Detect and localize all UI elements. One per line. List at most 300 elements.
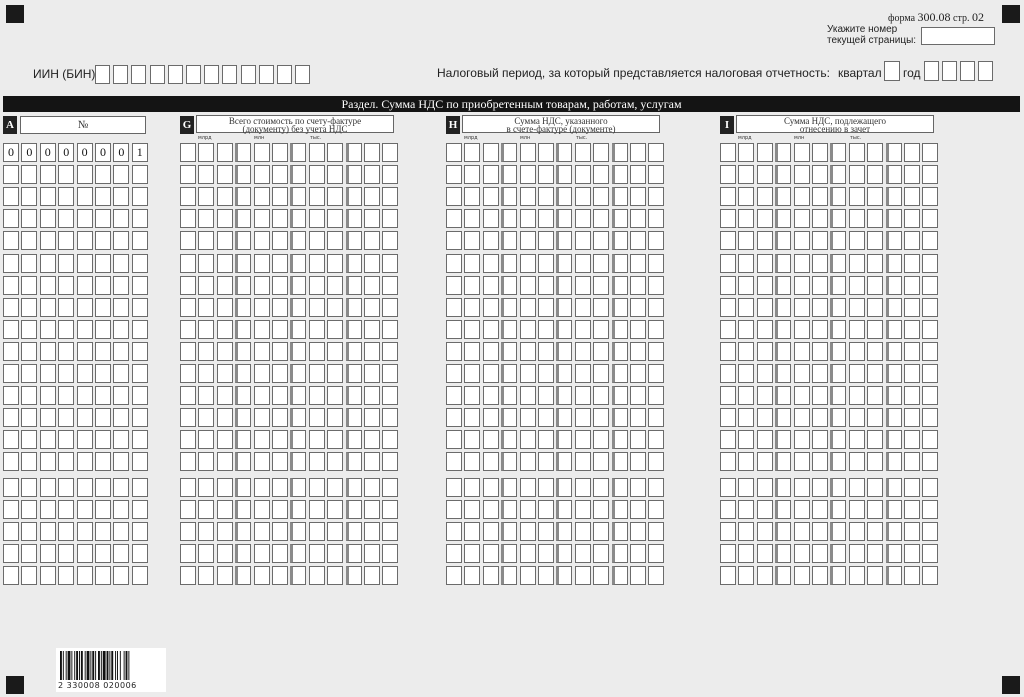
total-value-cell[interactable]: [327, 187, 343, 206]
row-number-cell[interactable]: [95, 320, 111, 339]
vat-invoice-cell[interactable]: [520, 165, 536, 184]
total-value-cell[interactable]: [235, 320, 251, 339]
vat-invoice-cell[interactable]: [483, 143, 499, 162]
vat-offset-cell[interactable]: [904, 298, 920, 317]
total-value-cell[interactable]: [198, 231, 214, 250]
total-value-cell[interactable]: [382, 500, 398, 519]
vat-offset-cell[interactable]: [775, 452, 791, 471]
total-value-cell[interactable]: [290, 342, 306, 361]
total-value-cell[interactable]: [217, 187, 233, 206]
vat-invoice-cell[interactable]: [483, 386, 499, 405]
total-value-cell[interactable]: [254, 165, 270, 184]
total-value-cell[interactable]: [309, 143, 325, 162]
total-value-cell[interactable]: [327, 478, 343, 497]
vat-invoice-cell[interactable]: [648, 342, 664, 361]
vat-invoice-cell[interactable]: [483, 298, 499, 317]
total-value-cell[interactable]: [327, 298, 343, 317]
row-number-cell[interactable]: [40, 187, 56, 206]
vat-offset-cell[interactable]: [904, 187, 920, 206]
row-number-cell[interactable]: 0: [95, 143, 111, 162]
total-value-cell[interactable]: [180, 276, 196, 295]
vat-offset-cell[interactable]: [886, 298, 902, 317]
vat-offset-cell[interactable]: [830, 452, 846, 471]
vat-offset-cell[interactable]: [922, 231, 938, 250]
vat-invoice-cell[interactable]: [501, 566, 517, 585]
row-number-cell[interactable]: 0: [113, 143, 129, 162]
row-number-cell[interactable]: [21, 187, 37, 206]
vat-offset-cell[interactable]: [867, 342, 883, 361]
row-number-cell[interactable]: [40, 386, 56, 405]
row-number-cell[interactable]: [3, 430, 19, 449]
total-value-cell[interactable]: [382, 430, 398, 449]
vat-invoice-cell[interactable]: [630, 566, 646, 585]
vat-offset-cell[interactable]: [867, 231, 883, 250]
total-value-cell[interactable]: [180, 342, 196, 361]
vat-invoice-cell[interactable]: [464, 364, 480, 383]
row-number-cell[interactable]: [95, 522, 111, 541]
row-number-cell[interactable]: [113, 165, 129, 184]
vat-invoice-cell[interactable]: [483, 165, 499, 184]
row-number-cell[interactable]: [113, 522, 129, 541]
total-value-cell[interactable]: [382, 209, 398, 228]
vat-offset-cell[interactable]: [830, 320, 846, 339]
vat-invoice-cell[interactable]: [446, 276, 462, 295]
total-value-cell[interactable]: [235, 254, 251, 273]
vat-invoice-cell[interactable]: [538, 231, 554, 250]
vat-invoice-cell[interactable]: [630, 430, 646, 449]
row-number-cell[interactable]: [77, 430, 93, 449]
vat-offset-cell[interactable]: [830, 231, 846, 250]
vat-offset-cell[interactable]: [812, 386, 828, 405]
vat-offset-cell[interactable]: [849, 209, 865, 228]
row-number-cell[interactable]: [113, 478, 129, 497]
row-number-cell[interactable]: 0: [3, 143, 19, 162]
total-value-cell[interactable]: [272, 143, 288, 162]
iin-digit-cell[interactable]: [113, 65, 128, 84]
row-number-cell[interactable]: [3, 364, 19, 383]
row-number-cell[interactable]: [113, 342, 129, 361]
row-number-cell[interactable]: [40, 430, 56, 449]
total-value-cell[interactable]: [180, 544, 196, 563]
total-value-cell[interactable]: [235, 478, 251, 497]
vat-invoice-cell[interactable]: [501, 276, 517, 295]
vat-invoice-cell[interactable]: [538, 165, 554, 184]
vat-invoice-cell[interactable]: [593, 187, 609, 206]
vat-offset-cell[interactable]: [886, 320, 902, 339]
total-value-cell[interactable]: [235, 298, 251, 317]
vat-invoice-cell[interactable]: [575, 408, 591, 427]
vat-offset-cell[interactable]: [812, 254, 828, 273]
row-number-cell[interactable]: [77, 566, 93, 585]
total-value-cell[interactable]: [254, 342, 270, 361]
vat-invoice-cell[interactable]: [501, 364, 517, 383]
total-value-cell[interactable]: [272, 254, 288, 273]
total-value-cell[interactable]: [327, 364, 343, 383]
total-value-cell[interactable]: [290, 209, 306, 228]
vat-invoice-cell[interactable]: [593, 408, 609, 427]
total-value-cell[interactable]: [254, 478, 270, 497]
row-number-cell[interactable]: [58, 209, 74, 228]
row-number-cell[interactable]: [40, 320, 56, 339]
total-value-cell[interactable]: [364, 386, 380, 405]
total-value-cell[interactable]: [198, 478, 214, 497]
total-value-cell[interactable]: [346, 408, 362, 427]
vat-invoice-cell[interactable]: [538, 522, 554, 541]
vat-offset-cell[interactable]: [720, 566, 736, 585]
total-value-cell[interactable]: [217, 544, 233, 563]
vat-invoice-cell[interactable]: [538, 254, 554, 273]
iin-digit-cell[interactable]: [186, 65, 201, 84]
total-value-cell[interactable]: [198, 522, 214, 541]
total-value-cell[interactable]: [309, 386, 325, 405]
vat-offset-cell[interactable]: [922, 430, 938, 449]
total-value-cell[interactable]: [290, 298, 306, 317]
vat-invoice-cell[interactable]: [575, 500, 591, 519]
total-value-cell[interactable]: [346, 320, 362, 339]
total-value-cell[interactable]: [235, 143, 251, 162]
row-number-cell[interactable]: [77, 386, 93, 405]
total-value-cell[interactable]: [364, 342, 380, 361]
vat-invoice-cell[interactable]: [575, 566, 591, 585]
iin-digit-cell[interactable]: [222, 65, 237, 84]
vat-offset-cell[interactable]: [904, 364, 920, 383]
vat-invoice-cell[interactable]: [575, 452, 591, 471]
vat-offset-cell[interactable]: [738, 276, 754, 295]
vat-invoice-cell[interactable]: [483, 254, 499, 273]
total-value-cell[interactable]: [235, 522, 251, 541]
vat-offset-cell[interactable]: [720, 298, 736, 317]
total-value-cell[interactable]: [180, 298, 196, 317]
vat-invoice-cell[interactable]: [483, 408, 499, 427]
total-value-cell[interactable]: [180, 364, 196, 383]
vat-offset-cell[interactable]: [757, 298, 773, 317]
total-value-cell[interactable]: [364, 478, 380, 497]
row-number-cell[interactable]: [40, 500, 56, 519]
vat-invoice-cell[interactable]: [538, 430, 554, 449]
vat-offset-cell[interactable]: [720, 209, 736, 228]
row-number-cell[interactable]: [3, 408, 19, 427]
vat-offset-cell[interactable]: [849, 478, 865, 497]
total-value-cell[interactable]: [382, 231, 398, 250]
vat-offset-cell[interactable]: [867, 298, 883, 317]
vat-invoice-cell[interactable]: [483, 276, 499, 295]
vat-invoice-cell[interactable]: [630, 544, 646, 563]
vat-offset-cell[interactable]: [849, 386, 865, 405]
vat-invoice-cell[interactable]: [648, 143, 664, 162]
vat-offset-cell[interactable]: [830, 298, 846, 317]
vat-invoice-cell[interactable]: [556, 209, 572, 228]
total-value-cell[interactable]: [382, 276, 398, 295]
total-value-cell[interactable]: [235, 500, 251, 519]
vat-offset-cell[interactable]: [720, 276, 736, 295]
total-value-cell[interactable]: [254, 430, 270, 449]
vat-offset-cell[interactable]: [904, 386, 920, 405]
vat-offset-cell[interactable]: [720, 342, 736, 361]
vat-offset-cell[interactable]: [886, 566, 902, 585]
vat-offset-cell[interactable]: [757, 187, 773, 206]
vat-invoice-cell[interactable]: [556, 165, 572, 184]
vat-offset-cell[interactable]: [922, 386, 938, 405]
vat-invoice-cell[interactable]: [593, 364, 609, 383]
vat-offset-cell[interactable]: [922, 209, 938, 228]
row-number-cell[interactable]: [132, 342, 148, 361]
vat-offset-cell[interactable]: [867, 165, 883, 184]
vat-offset-cell[interactable]: [794, 566, 810, 585]
vat-offset-cell[interactable]: [757, 276, 773, 295]
vat-offset-cell[interactable]: [922, 320, 938, 339]
total-value-cell[interactable]: [346, 187, 362, 206]
vat-offset-cell[interactable]: [904, 500, 920, 519]
total-value-cell[interactable]: [198, 187, 214, 206]
vat-offset-cell[interactable]: [886, 209, 902, 228]
total-value-cell[interactable]: [235, 364, 251, 383]
total-value-cell[interactable]: [290, 276, 306, 295]
row-number-cell[interactable]: [113, 209, 129, 228]
vat-invoice-cell[interactable]: [556, 364, 572, 383]
row-number-cell[interactable]: 0: [58, 143, 74, 162]
vat-offset-cell[interactable]: [757, 452, 773, 471]
vat-invoice-cell[interactable]: [501, 408, 517, 427]
vat-invoice-cell[interactable]: [575, 187, 591, 206]
vat-offset-cell[interactable]: [922, 187, 938, 206]
total-value-cell[interactable]: [290, 364, 306, 383]
total-value-cell[interactable]: [364, 165, 380, 184]
total-value-cell[interactable]: [309, 254, 325, 273]
vat-offset-cell[interactable]: [904, 408, 920, 427]
vat-offset-cell[interactable]: [904, 452, 920, 471]
total-value-cell[interactable]: [364, 209, 380, 228]
row-number-cell[interactable]: [113, 500, 129, 519]
vat-offset-cell[interactable]: [922, 500, 938, 519]
vat-invoice-cell[interactable]: [648, 276, 664, 295]
total-value-cell[interactable]: [235, 430, 251, 449]
vat-offset-cell[interactable]: [922, 478, 938, 497]
total-value-cell[interactable]: [382, 522, 398, 541]
vat-invoice-cell[interactable]: [483, 500, 499, 519]
total-value-cell[interactable]: [180, 209, 196, 228]
total-value-cell[interactable]: [346, 566, 362, 585]
vat-invoice-cell[interactable]: [575, 320, 591, 339]
total-value-cell[interactable]: [290, 522, 306, 541]
row-number-cell[interactable]: [132, 566, 148, 585]
total-value-cell[interactable]: [180, 143, 196, 162]
vat-invoice-cell[interactable]: [648, 298, 664, 317]
vat-invoice-cell[interactable]: [630, 320, 646, 339]
total-value-cell[interactable]: [327, 143, 343, 162]
row-number-cell[interactable]: 1: [132, 143, 148, 162]
vat-offset-cell[interactable]: [849, 143, 865, 162]
vat-invoice-cell[interactable]: [612, 452, 628, 471]
quarter-field[interactable]: [884, 61, 900, 81]
total-value-cell[interactable]: [382, 544, 398, 563]
vat-offset-cell[interactable]: [830, 187, 846, 206]
row-number-cell[interactable]: [58, 165, 74, 184]
vat-invoice-cell[interactable]: [464, 386, 480, 405]
total-value-cell[interactable]: [309, 500, 325, 519]
vat-invoice-cell[interactable]: [593, 320, 609, 339]
row-number-cell[interactable]: [95, 209, 111, 228]
vat-offset-cell[interactable]: [922, 143, 938, 162]
vat-invoice-cell[interactable]: [648, 566, 664, 585]
vat-invoice-cell[interactable]: [538, 187, 554, 206]
vat-offset-cell[interactable]: [794, 320, 810, 339]
vat-offset-cell[interactable]: [794, 231, 810, 250]
vat-invoice-cell[interactable]: [464, 209, 480, 228]
vat-invoice-cell[interactable]: [538, 298, 554, 317]
total-value-cell[interactable]: [272, 276, 288, 295]
vat-offset-cell[interactable]: [849, 320, 865, 339]
row-number-cell[interactable]: [3, 187, 19, 206]
vat-invoice-cell[interactable]: [464, 298, 480, 317]
vat-offset-cell[interactable]: [886, 478, 902, 497]
total-value-cell[interactable]: [254, 254, 270, 273]
vat-offset-cell[interactable]: [904, 544, 920, 563]
vat-invoice-cell[interactable]: [612, 500, 628, 519]
vat-invoice-cell[interactable]: [501, 386, 517, 405]
row-number-cell[interactable]: [113, 452, 129, 471]
total-value-cell[interactable]: [198, 430, 214, 449]
total-value-cell[interactable]: [309, 544, 325, 563]
row-number-cell[interactable]: [58, 408, 74, 427]
vat-offset-cell[interactable]: [867, 430, 883, 449]
row-number-cell[interactable]: [132, 165, 148, 184]
row-number-cell[interactable]: [3, 320, 19, 339]
vat-offset-cell[interactable]: [904, 478, 920, 497]
total-value-cell[interactable]: [272, 209, 288, 228]
total-value-cell[interactable]: [254, 386, 270, 405]
vat-invoice-cell[interactable]: [501, 320, 517, 339]
total-value-cell[interactable]: [180, 254, 196, 273]
total-value-cell[interactable]: [198, 298, 214, 317]
total-value-cell[interactable]: [254, 522, 270, 541]
row-number-cell[interactable]: [113, 364, 129, 383]
vat-offset-cell[interactable]: [849, 187, 865, 206]
total-value-cell[interactable]: [382, 254, 398, 273]
vat-offset-cell[interactable]: [904, 566, 920, 585]
vat-offset-cell[interactable]: [812, 566, 828, 585]
total-value-cell[interactable]: [346, 386, 362, 405]
vat-invoice-cell[interactable]: [648, 452, 664, 471]
total-value-cell[interactable]: [327, 320, 343, 339]
vat-offset-cell[interactable]: [867, 187, 883, 206]
vat-invoice-cell[interactable]: [648, 500, 664, 519]
row-number-cell[interactable]: [3, 566, 19, 585]
vat-invoice-cell[interactable]: [446, 187, 462, 206]
total-value-cell[interactable]: [198, 500, 214, 519]
total-value-cell[interactable]: [217, 386, 233, 405]
vat-offset-cell[interactable]: [775, 478, 791, 497]
row-number-cell[interactable]: [40, 408, 56, 427]
vat-invoice-cell[interactable]: [446, 298, 462, 317]
vat-offset-cell[interactable]: [775, 165, 791, 184]
total-value-cell[interactable]: [235, 165, 251, 184]
current-page-field[interactable]: [921, 27, 995, 45]
vat-offset-cell[interactable]: [886, 254, 902, 273]
vat-invoice-cell[interactable]: [575, 478, 591, 497]
vat-invoice-cell[interactable]: [556, 522, 572, 541]
total-value-cell[interactable]: [364, 522, 380, 541]
vat-offset-cell[interactable]: [775, 430, 791, 449]
vat-invoice-cell[interactable]: [612, 231, 628, 250]
total-value-cell[interactable]: [327, 165, 343, 184]
vat-invoice-cell[interactable]: [612, 408, 628, 427]
total-value-cell[interactable]: [382, 452, 398, 471]
vat-offset-cell[interactable]: [849, 231, 865, 250]
vat-invoice-cell[interactable]: [593, 566, 609, 585]
total-value-cell[interactable]: [327, 430, 343, 449]
row-number-cell[interactable]: [21, 478, 37, 497]
vat-invoice-cell[interactable]: [464, 478, 480, 497]
vat-invoice-cell[interactable]: [446, 544, 462, 563]
vat-invoice-cell[interactable]: [612, 478, 628, 497]
row-number-cell[interactable]: [95, 364, 111, 383]
row-number-cell[interactable]: [95, 254, 111, 273]
total-value-cell[interactable]: [290, 143, 306, 162]
vat-offset-cell[interactable]: [720, 386, 736, 405]
vat-invoice-cell[interactable]: [648, 364, 664, 383]
vat-offset-cell[interactable]: [812, 231, 828, 250]
vat-offset-cell[interactable]: [922, 452, 938, 471]
total-value-cell[interactable]: [290, 500, 306, 519]
vat-offset-cell[interactable]: [738, 364, 754, 383]
vat-invoice-cell[interactable]: [648, 165, 664, 184]
total-value-cell[interactable]: [254, 276, 270, 295]
vat-invoice-cell[interactable]: [648, 544, 664, 563]
vat-offset-cell[interactable]: [830, 209, 846, 228]
vat-offset-cell[interactable]: [867, 522, 883, 541]
vat-offset-cell[interactable]: [886, 544, 902, 563]
row-number-cell[interactable]: [132, 386, 148, 405]
vat-invoice-cell[interactable]: [630, 276, 646, 295]
vat-invoice-cell[interactable]: [648, 386, 664, 405]
vat-invoice-cell[interactable]: [630, 478, 646, 497]
vat-offset-cell[interactable]: [922, 364, 938, 383]
vat-offset-cell[interactable]: [849, 500, 865, 519]
vat-invoice-cell[interactable]: [593, 342, 609, 361]
row-number-cell[interactable]: [3, 231, 19, 250]
row-number-cell[interactable]: [77, 231, 93, 250]
vat-offset-cell[interactable]: [830, 342, 846, 361]
total-value-cell[interactable]: [272, 500, 288, 519]
vat-invoice-cell[interactable]: [483, 478, 499, 497]
vat-offset-cell[interactable]: [720, 430, 736, 449]
row-number-cell[interactable]: [3, 522, 19, 541]
total-value-cell[interactable]: [346, 209, 362, 228]
vat-invoice-cell[interactable]: [520, 320, 536, 339]
row-number-cell[interactable]: [132, 452, 148, 471]
vat-offset-cell[interactable]: [775, 566, 791, 585]
row-number-cell[interactable]: [40, 364, 56, 383]
row-number-cell[interactable]: [58, 231, 74, 250]
row-number-cell[interactable]: [40, 298, 56, 317]
vat-invoice-cell[interactable]: [538, 364, 554, 383]
vat-offset-cell[interactable]: [904, 165, 920, 184]
vat-offset-cell[interactable]: [738, 254, 754, 273]
total-value-cell[interactable]: [309, 342, 325, 361]
vat-invoice-cell[interactable]: [446, 386, 462, 405]
vat-offset-cell[interactable]: [757, 165, 773, 184]
row-number-cell[interactable]: [95, 544, 111, 563]
row-number-cell[interactable]: [21, 254, 37, 273]
vat-invoice-cell[interactable]: [575, 276, 591, 295]
vat-invoice-cell[interactable]: [501, 143, 517, 162]
vat-offset-cell[interactable]: [867, 408, 883, 427]
vat-offset-cell[interactable]: [922, 566, 938, 585]
row-number-cell[interactable]: [77, 522, 93, 541]
vat-offset-cell[interactable]: [720, 187, 736, 206]
row-number-cell[interactable]: [95, 231, 111, 250]
total-value-cell[interactable]: [254, 231, 270, 250]
